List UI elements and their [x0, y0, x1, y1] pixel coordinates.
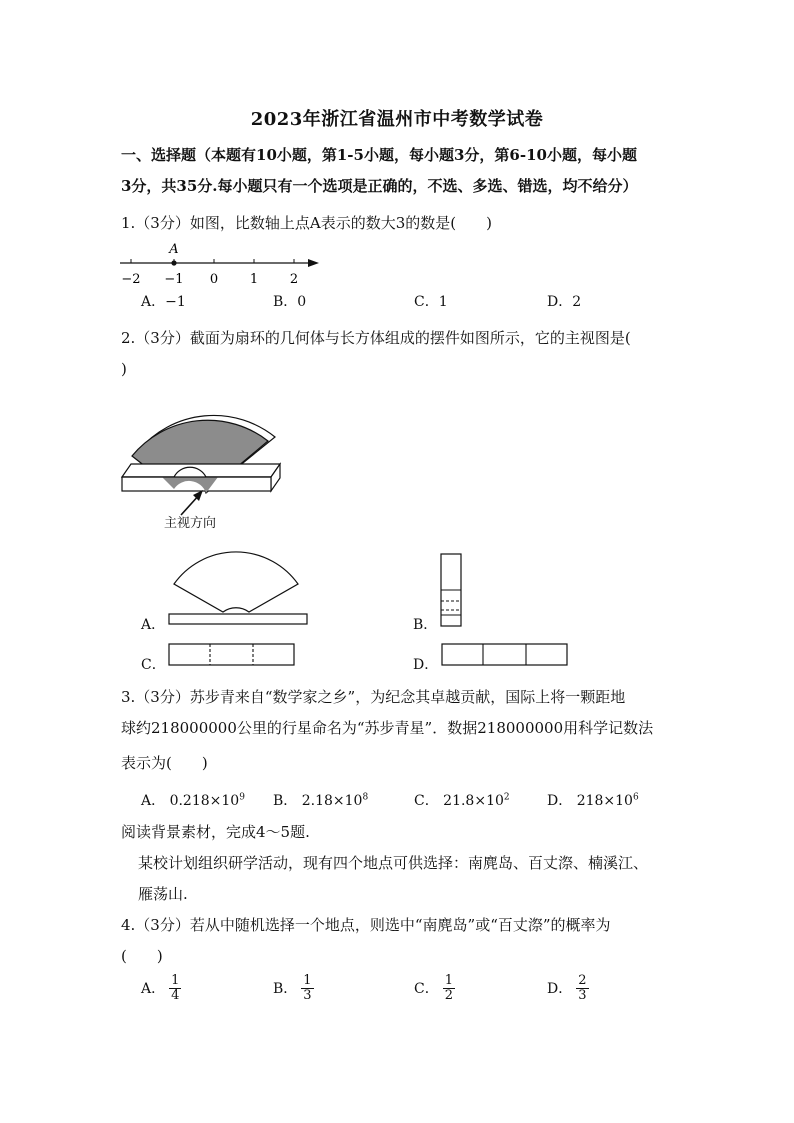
q2-option-d-figure — [439, 642, 571, 668]
q1-option-a: A．−1 — [141, 294, 186, 310]
reading-intro: 阅读背景素材，完成4～5题. — [121, 823, 310, 841]
q3-option-a: A． $0.218\times 10^9$ — [141, 792, 245, 809]
q1-option-c: C．1 — [414, 294, 448, 310]
tick-label: 2 — [289, 272, 299, 287]
tick-label: 0 — [209, 272, 219, 287]
q4-text-line1: 4.（3分）若从中随机选择一个地点，则选中“南麂岛”或“百丈漈”的概率为 — [121, 916, 611, 934]
point-a-label: A — [169, 242, 179, 257]
q2-option-a-figure — [166, 550, 311, 628]
q4-option-d: D． $\frac{2}{3}$ — [547, 973, 587, 1003]
q3-option-d: D． $218\times 10^6$ — [547, 792, 639, 809]
q1-option-b: B．0 — [273, 294, 307, 310]
q2-text-line1: 2.（3分）截面为扇环的几何体与长方体组成的摆件如图所示，它的主视图是( — [121, 329, 631, 347]
q2-option-c-label: C． — [141, 657, 166, 673]
section-header-line1: 一、选择题（本题有10小题，第1-5小题，每小题3分，第6-10小题，每小题 — [121, 146, 637, 164]
q2-option-c-figure — [166, 642, 298, 668]
q4-option-b: B． $\frac{1}{3}$ — [273, 973, 312, 1003]
q2-option-d-label: D． — [413, 657, 439, 673]
point-a-dot — [171, 260, 176, 265]
q2-text-line2: ) — [121, 360, 127, 378]
q2-option-b-figure — [438, 552, 466, 630]
q4-text-line2: ( ) — [121, 947, 163, 965]
reading-text-line1: 某校计划组织研学活动，现有四个地点可供选择：南麂岛、百丈漈、楠溪江、 — [138, 854, 649, 872]
q3-text-line3: 表示为( ) — [121, 754, 208, 772]
q3-text-line1: 3.（3分）苏步青来自“数学家之乡”，为纪念其卓越贡献，国际上将一颗距地 — [121, 688, 626, 706]
page-title: 2023年浙江省温州市中考数学试卷 — [250, 109, 544, 130]
view-direction-label: 主视方向 — [164, 516, 217, 531]
q1-text: 1.（3分）如图，比数轴上点A表示的数大3的数是( ) — [121, 214, 492, 232]
section-header-line2: 3分，共35分.每小题只有一个选项是正确的，不选、多选、错选，均不给分） — [121, 177, 638, 195]
q3-option-b: B． $2.18\times 10^8$ — [273, 792, 369, 809]
tick-label: −1 — [164, 272, 184, 287]
q4-option-a: A． $\frac{1}{4}$ — [141, 973, 180, 1003]
q1-option-d: D．2 — [547, 294, 582, 310]
reading-text-line2: 雁荡山. — [138, 885, 188, 903]
q2-option-a-label: A． — [141, 617, 166, 633]
q3-text-line2: 球约218000000公里的行星命名为“苏步青星”．数据218000000用科学记数法 — [121, 719, 654, 737]
q2-option-b-label: B． — [413, 617, 438, 633]
tick-label: 1 — [249, 272, 259, 287]
number-line-figure — [115, 238, 325, 290]
q4-option-c: C． $\frac{1}{2}$ — [414, 973, 453, 1003]
tick-label: −2 — [121, 272, 141, 287]
number-line-arrow — [308, 259, 319, 267]
q3-option-c: C． $21.8\times 10^2$ — [414, 792, 510, 809]
